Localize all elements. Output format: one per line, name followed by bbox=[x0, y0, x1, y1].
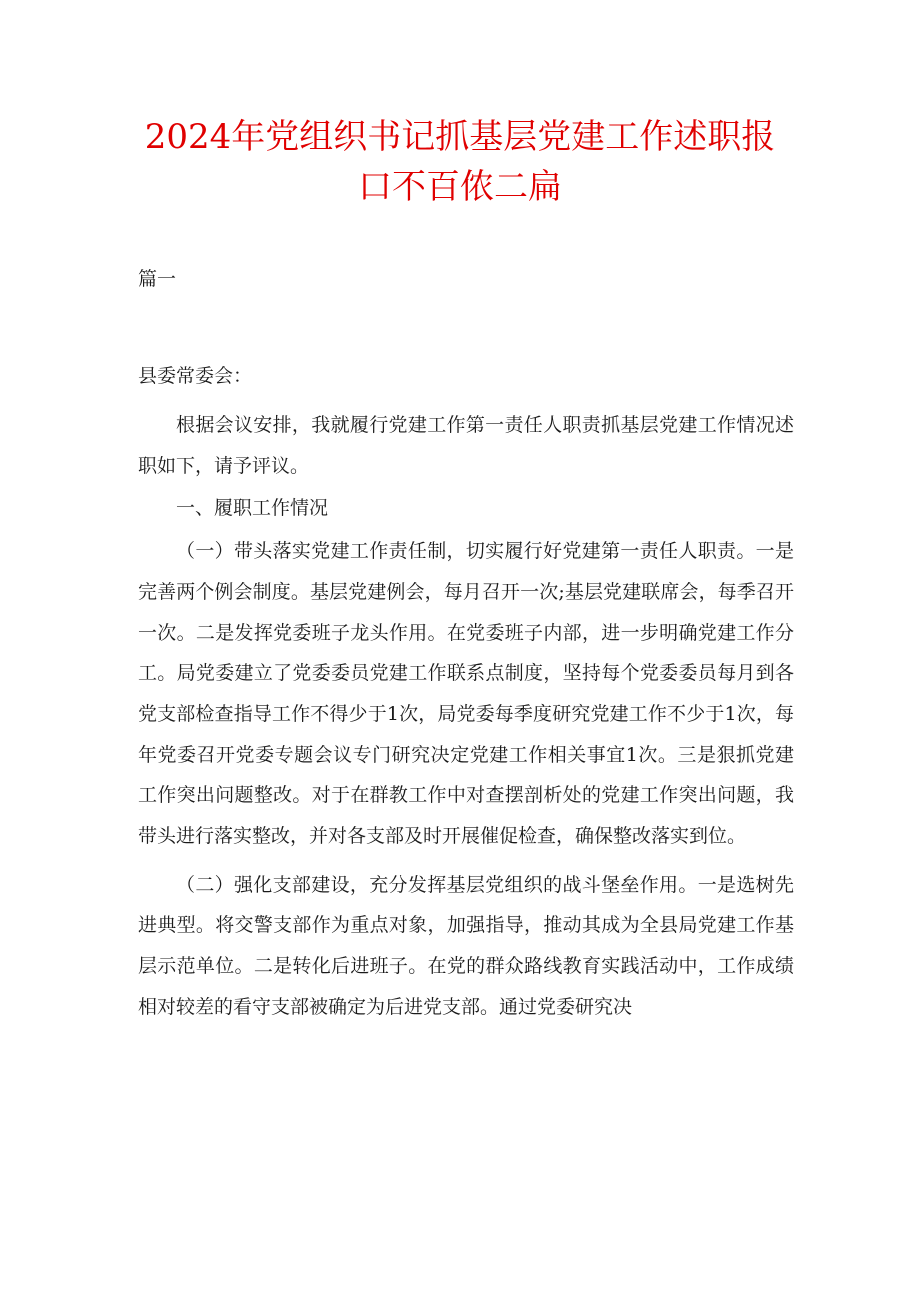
paragraph-item-1: （一）带头落实党建工作责任制，切实履行好党建第一责任人职责。一是完善两个例会制度。基层党建例会，每月召开一次;基层党建联席会，每季召开一次。二是发挥党委班子龙头作用。在党委班子内部，进一步明确党建工作分工。局党委建立了党委委员党建工作联系点制度，坚持每个党委委员每月到各党支部检查指导工作不得少于1次，局党委每季度研究党建工作不少于1次，每年党委召开党委专题会议专门研究决定党建工作相关事宜1次。三是狠抓党建工作突出问题整改。对于在群教工作中对查摆剖析处的党建工作突出问题，我带头进行落实整改，并对各支部及时开展催促检查，确保整改落实到位。 bbox=[138, 540, 794, 848]
title-line-2: 口不百侬二扁 bbox=[358, 167, 562, 207]
document-body bbox=[138, 405, 794, 1028]
section-heading: 一、履职工作情况 bbox=[176, 497, 329, 520]
section-label: 篇一 bbox=[138, 268, 177, 290]
paragraph-intro: 根据会议安排，我就履行党建工作第一责任人职责抓基层党建工作情况述职如下，请予评议。 bbox=[138, 414, 794, 477]
salutation: 县委常委会： bbox=[138, 365, 253, 387]
title-line-1: 2024年党组织书记抓基层党建工作述职报 bbox=[144, 117, 776, 157]
document-title bbox=[130, 112, 790, 212]
paragraph-item-2: （二）强化支部建设，充分发挥基层党组织的战斗堡垒作用。一是选树先进典型。将交警支部作为重点对象，加强指导，推动其成为全县局党建工作基层示范单位。二是转化后进班子。在党的群众路线教育实践活动中，工作成绩相对较差的看守支部被确定为后进党支部。通过党委研究决 bbox=[138, 873, 794, 1018]
